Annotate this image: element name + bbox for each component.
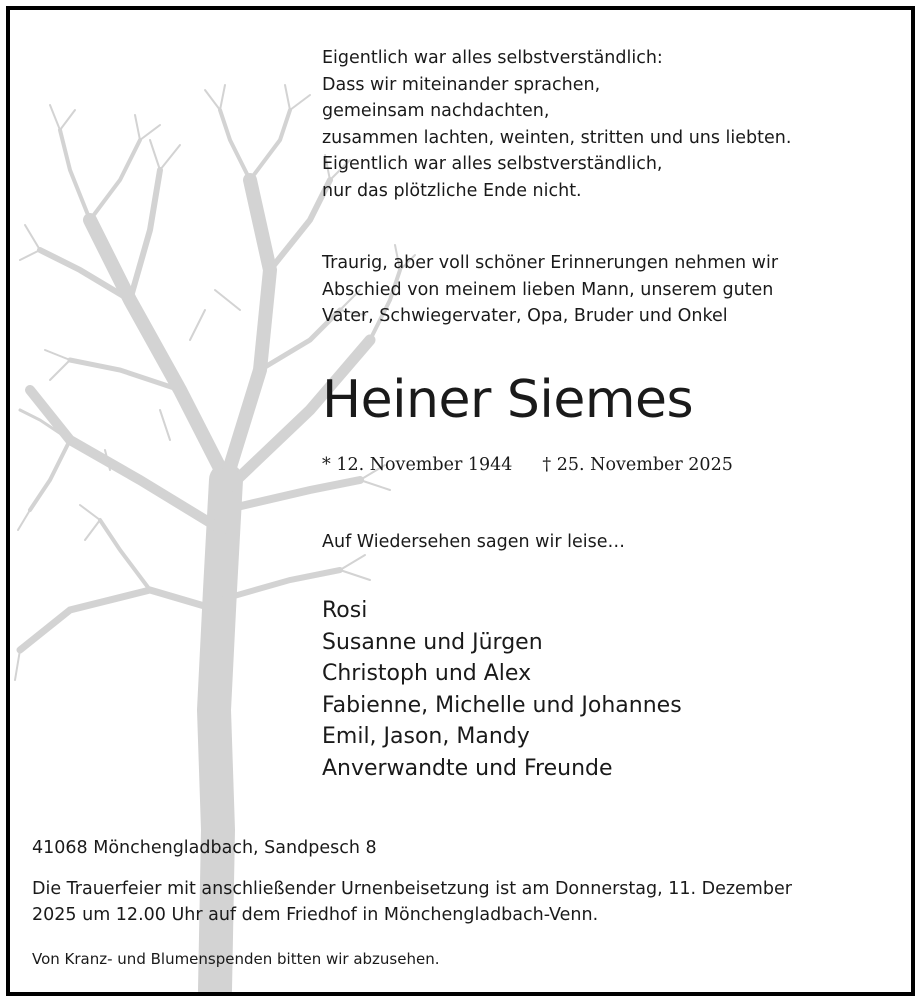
poem	[322, 45, 791, 204]
poem-line: gemeinsam nachdachten,	[322, 101, 550, 121]
family-member: Christoph und Alex	[322, 661, 532, 686]
ceremony-info	[32, 876, 792, 928]
farewell-text: Auf Wiedersehen sagen wir leise…	[322, 532, 625, 552]
family-member: Rosi	[322, 598, 368, 623]
poem-line: Dass wir miteinander sprachen,	[322, 74, 601, 95]
intro-paragraph	[322, 250, 778, 330]
poem-line: Eigentlich war alles selbstverständlich:	[322, 48, 663, 68]
address: 41068 Mönchengladbach, Sandpesch 8	[32, 838, 377, 858]
intro-line: Vater, Schwiegervater, Opa, Bruder und Onkel	[322, 306, 728, 326]
ceremony-line: Die Trauerfeier mit anschließender Urnenbeisetzung ist am Donnerstag, 11. Dezember	[32, 879, 792, 899]
poem-line: zusammen lachten, weinten, stritten und uns liebten.	[322, 127, 792, 148]
birth-date: * 12. November 1944	[322, 455, 513, 475]
life-dates	[322, 453, 733, 477]
family-member: Emil, Jason, Mandy	[322, 724, 530, 749]
family-member: Fabienne, Michelle und Johannes	[322, 692, 682, 718]
poem-line: Eigentlich war alles selbstverständlich,	[322, 154, 663, 174]
poem-line: nur das plötzliche Ende nicht.	[322, 180, 582, 201]
death-date: † 25. November 2025	[542, 455, 733, 475]
intro-line: Traurig, aber voll schöner Erinnerungen nehmen wir	[322, 253, 779, 273]
intro-line: Abschied von meinem lieben Mann, unserem guten	[322, 279, 774, 300]
donation-note: Von Kranz- und Blumenspenden bitten wir abzusehen.	[32, 950, 440, 968]
deceased-name: Heiner Siemes	[322, 370, 694, 430]
family-member: Anverwandte und Freunde	[322, 755, 613, 781]
ceremony-line: 2025 um 12.00 Uhr auf dem Friedhof in Mönchengladbach-Venn.	[32, 905, 599, 925]
family-member: Susanne und Jürgen	[322, 629, 543, 655]
obituary-frame	[6, 6, 915, 996]
family-list	[322, 595, 682, 784]
